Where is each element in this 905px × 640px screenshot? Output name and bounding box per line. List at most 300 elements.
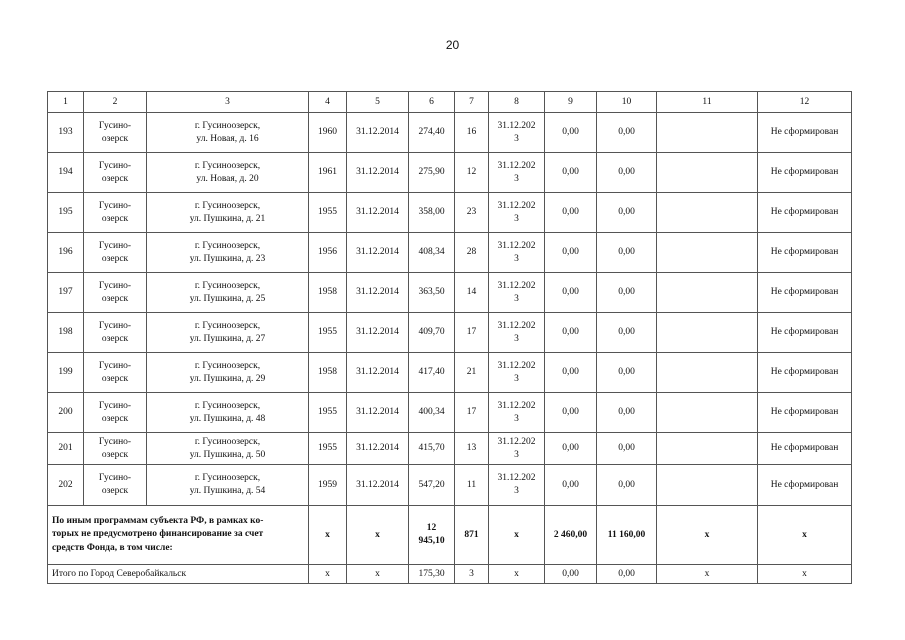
planned-date [489, 433, 545, 465]
value-10 [597, 113, 657, 153]
address-text: г. Гусиноозерск, [194, 360, 261, 371]
column-number: 6 [409, 92, 455, 113]
planned-date [489, 193, 545, 233]
subtotal-col-4 [309, 565, 347, 584]
value-11 [657, 465, 758, 506]
address-text: ул. Пушкина, д. 27 [189, 333, 266, 344]
column-number: 12 [758, 92, 852, 113]
address-text: г. Гусиноозерск, [194, 436, 261, 447]
area [409, 393, 455, 433]
area-text: 358,00 [418, 207, 445, 218]
area [409, 433, 455, 465]
value-10-text: 0,00 [618, 127, 635, 138]
address-text: г. Гусиноозерск, [194, 320, 261, 331]
subtotal-col-4-text: x [325, 568, 330, 579]
municipality-text: Гусино- [98, 400, 132, 411]
year-built-text: 1955 [318, 327, 337, 338]
recognition-date-text: 31.12.2014 [356, 479, 399, 490]
total-value-10 [597, 506, 657, 565]
value-9-text: 0,00 [562, 247, 579, 258]
status-text: Не сформирован [770, 443, 839, 454]
subtotal-value-9 [545, 565, 597, 584]
column-number: 4 [309, 92, 347, 113]
planned-date [489, 353, 545, 393]
year-built-text: 1955 [318, 207, 337, 218]
area-text: 400,34 [418, 407, 445, 418]
value-10 [597, 193, 657, 233]
year-built [309, 153, 347, 193]
planned-date-text: 3 [514, 333, 519, 344]
address-text: г. Гусиноозерск, [194, 400, 261, 411]
value-9 [545, 465, 597, 506]
table-row [48, 313, 852, 353]
table-row [48, 393, 852, 433]
address-text: ул. Пушкина, д. 21 [189, 213, 266, 224]
row-number [48, 433, 84, 465]
year-built [309, 353, 347, 393]
year-built [309, 433, 347, 465]
value-9-text: 0,00 [562, 287, 579, 298]
area-text: 547,20 [418, 479, 445, 490]
residents [455, 393, 489, 433]
residents-text: 12 [466, 167, 477, 178]
recognition-date [347, 193, 409, 233]
residents-text: 11 [466, 479, 477, 490]
value-9-text: 0,00 [562, 327, 579, 338]
column-number: 3 [147, 92, 309, 113]
address-text: ул. Пушкина, д. 50 [189, 449, 266, 460]
recognition-date-text: 31.12.2014 [356, 367, 399, 378]
area [409, 193, 455, 233]
value-10-text: 0,00 [618, 207, 635, 218]
column-number: 8 [489, 92, 545, 113]
residents [455, 313, 489, 353]
residents [455, 433, 489, 465]
address-text: ул. Новая, д. 20 [196, 173, 259, 184]
value-11 [657, 113, 758, 153]
recognition-date [347, 465, 409, 506]
area-text: 274,40 [418, 127, 445, 138]
total-label [48, 506, 309, 565]
address-text: г. Гусиноозерск, [194, 280, 261, 291]
residents-text: 23 [466, 207, 477, 218]
table-row [48, 465, 852, 506]
total-residents [455, 506, 489, 565]
planned-date-text: 3 [514, 133, 519, 144]
row-number [48, 313, 84, 353]
value-10 [597, 273, 657, 313]
value-9-text: 0,00 [562, 367, 579, 378]
total-residents-text: 871 [464, 529, 479, 540]
value-11 [657, 393, 758, 433]
planned-date-text: 31.12.202 [497, 320, 536, 331]
recognition-date-text: 31.12.2014 [356, 407, 399, 418]
value-10 [597, 465, 657, 506]
residents-text: 21 [466, 367, 477, 378]
planned-date-text: 31.12.202 [497, 360, 536, 371]
table-body [48, 92, 852, 584]
value-11 [657, 153, 758, 193]
municipality [84, 313, 147, 353]
value-9-text: 0,00 [562, 479, 579, 490]
area [409, 113, 455, 153]
year-built [309, 273, 347, 313]
year-built [309, 393, 347, 433]
area [409, 233, 455, 273]
total-col-11-text: x [704, 529, 710, 540]
row-number-text: 201 [58, 443, 73, 454]
value-10 [597, 233, 657, 273]
municipality-text: Гусино- [98, 120, 132, 131]
area-text: 409,70 [418, 327, 445, 338]
row-number [48, 113, 84, 153]
municipality [84, 193, 147, 233]
value-11 [657, 233, 758, 273]
total-col-5 [347, 506, 409, 565]
planned-date-text: 3 [514, 413, 519, 424]
planned-date-text: 31.12.202 [497, 200, 536, 211]
subtotal-residents-text: 3 [469, 568, 474, 579]
planned-date-text: 3 [514, 293, 519, 304]
municipality-text: Гусино- [98, 160, 132, 171]
subtotal-col-8-text: x [514, 568, 519, 579]
status [758, 393, 852, 433]
value-9-text: 0,00 [562, 167, 579, 178]
planned-date-text: 31.12.202 [497, 400, 536, 411]
planned-date-text: 3 [514, 373, 519, 384]
value-10-text: 0,00 [618, 287, 635, 298]
year-built [309, 465, 347, 506]
total-area-text: 945,10 [418, 536, 445, 546]
address-text: ул. Пушкина, д. 25 [189, 293, 266, 304]
address-text: ул. Пушкина, д. 48 [189, 413, 266, 424]
value-9-text: 0,00 [562, 207, 579, 218]
address [147, 273, 309, 313]
value-10-text: 0,00 [618, 167, 635, 178]
recognition-date-text: 31.12.2014 [356, 443, 399, 454]
status-text: Не сформирован [770, 367, 839, 378]
municipality-text: озерск [101, 486, 129, 496]
year-built [309, 113, 347, 153]
area-text: 408,34 [418, 247, 445, 258]
recognition-date [347, 153, 409, 193]
value-9 [545, 393, 597, 433]
column-number: 11 [657, 92, 758, 113]
row-number-text: 193 [58, 127, 73, 138]
column-number: 10 [597, 92, 657, 113]
value-9 [545, 153, 597, 193]
municipality [84, 153, 147, 193]
subtotal-value-9-text: 0,00 [562, 568, 579, 579]
recognition-date [347, 233, 409, 273]
planned-date-text: 3 [514, 173, 519, 184]
residents-text: 17 [466, 327, 477, 338]
value-11 [657, 433, 758, 465]
value-10 [597, 153, 657, 193]
total-value-10-text: 11 160,00 [607, 529, 646, 540]
address-text: г. Гусиноозерск, [194, 120, 261, 131]
row-number-text: 197 [58, 287, 73, 298]
address [147, 193, 309, 233]
subtotal-col-11 [657, 565, 758, 584]
value-9 [545, 353, 597, 393]
residents-text: 16 [466, 127, 477, 138]
planned-date [489, 233, 545, 273]
address-text: ул. Новая, д. 16 [196, 133, 259, 144]
subtotal-col-11-text: x [704, 568, 710, 579]
address [147, 393, 309, 433]
value-10-text: 0,00 [618, 327, 635, 338]
residents-text: 28 [466, 247, 477, 258]
municipality [84, 233, 147, 273]
municipality [84, 353, 147, 393]
total-col-4-text: x [325, 529, 330, 540]
planned-date [489, 313, 545, 353]
value-9-text: 0,00 [562, 443, 579, 454]
year-built-text: 1960 [318, 127, 337, 138]
value-10 [597, 313, 657, 353]
row-number [48, 393, 84, 433]
subtotal-residents [455, 565, 489, 584]
area [409, 273, 455, 313]
year-built-text: 1958 [318, 287, 337, 298]
planned-date-text: 3 [514, 213, 519, 224]
municipality-text: Гусино- [98, 360, 132, 371]
recognition-date [347, 393, 409, 433]
row-number-text: 202 [58, 479, 73, 490]
row-number [48, 233, 84, 273]
status [758, 273, 852, 313]
value-10 [597, 353, 657, 393]
status [758, 353, 852, 393]
subtotal-col-12-text: x [802, 568, 807, 579]
total-label-text: средств Фонда, в том числе: [52, 542, 173, 553]
planned-date-text: 3 [514, 486, 519, 496]
residents [455, 465, 489, 506]
status-text: Не сформирован [770, 327, 839, 338]
column-number: 2 [84, 92, 147, 113]
municipality-text: озерск [101, 213, 129, 224]
municipality [84, 273, 147, 313]
row-number-text: 194 [58, 167, 73, 178]
planned-date-text: 31.12.202 [497, 436, 536, 447]
table-row [48, 433, 852, 465]
status [758, 313, 852, 353]
year-built-text: 1961 [318, 167, 337, 178]
area [409, 313, 455, 353]
total-col-8-text: x [514, 529, 519, 540]
row-number [48, 353, 84, 393]
value-10-text: 0,00 [618, 479, 635, 490]
total-row [48, 506, 852, 565]
subtotal-area [409, 565, 455, 584]
status [758, 193, 852, 233]
area [409, 465, 455, 506]
value-9 [545, 273, 597, 313]
row-number [48, 193, 84, 233]
status-text: Не сформирован [770, 407, 839, 418]
column-number-row [48, 92, 852, 113]
municipality-text: озерск [101, 133, 129, 144]
status [758, 233, 852, 273]
total-value-9-text: 2 460,00 [553, 529, 588, 540]
value-10 [597, 393, 657, 433]
value-9-text: 0,00 [562, 407, 579, 418]
year-built-text: 1958 [318, 367, 337, 378]
recognition-date [347, 313, 409, 353]
planned-date [489, 273, 545, 313]
planned-date-text: 31.12.202 [497, 240, 536, 251]
area [409, 153, 455, 193]
value-9-text: 0,00 [562, 127, 579, 138]
planned-date [489, 153, 545, 193]
recognition-date-text: 31.12.2014 [356, 287, 399, 298]
address-text: г. Гусиноозерск, [194, 200, 261, 211]
recognition-date [347, 273, 409, 313]
planned-date-text: 31.12.202 [497, 473, 536, 484]
address [147, 353, 309, 393]
municipality-text: озерск [101, 373, 129, 384]
address [147, 433, 309, 465]
total-col-12-text: x [802, 529, 807, 540]
residents [455, 353, 489, 393]
year-built [309, 193, 347, 233]
value-9 [545, 233, 597, 273]
address-text: ул. Пушкина, д. 29 [189, 373, 266, 384]
planned-date [489, 393, 545, 433]
table-row [48, 193, 852, 233]
recognition-date-text: 31.12.2014 [356, 167, 399, 178]
area-text: 363,50 [418, 287, 445, 298]
row-number-text: 199 [58, 367, 73, 378]
table-row [48, 353, 852, 393]
municipality [84, 113, 147, 153]
address-text: г. Гусиноозерск, [194, 473, 261, 484]
total-col-11 [657, 506, 758, 565]
planned-date [489, 465, 545, 506]
municipality-text: озерск [101, 253, 129, 264]
total-area [409, 506, 455, 565]
residents [455, 113, 489, 153]
status-text: Не сформирован [770, 127, 839, 138]
subtotal-col-5 [347, 565, 409, 584]
status-text: Не сформирован [770, 167, 839, 178]
total-col-4 [309, 506, 347, 565]
total-col-8 [489, 506, 545, 565]
status [758, 153, 852, 193]
municipality [84, 465, 147, 506]
subtotal-col-5-text: x [375, 568, 380, 579]
value-11 [657, 273, 758, 313]
recognition-date [347, 433, 409, 465]
total-col-5-text: x [375, 529, 380, 540]
residents [455, 233, 489, 273]
address-text: г. Гусиноозерск, [194, 240, 261, 251]
value-10-text: 0,00 [618, 443, 635, 454]
address-text: ул. Пушкина, д. 54 [189, 486, 266, 496]
table-row [48, 233, 852, 273]
total-label-text: торых не предусмотрено финансирование за счет [52, 529, 264, 540]
subtotal-value-10-text: 0,00 [618, 568, 635, 579]
area-text: 275,90 [418, 167, 445, 178]
area-text: 415,70 [418, 443, 445, 454]
municipality-text: Гусино- [98, 240, 132, 251]
planned-date-text: 3 [514, 253, 519, 264]
municipality-text: Гусино- [98, 473, 132, 484]
residents [455, 193, 489, 233]
residents-text: 13 [466, 443, 477, 454]
planned-date-text: 31.12.202 [497, 160, 536, 171]
municipality-text: Гусино- [98, 436, 132, 447]
planned-date-text: 3 [514, 449, 519, 460]
status-text: Не сформирован [770, 247, 839, 258]
recognition-date [347, 353, 409, 393]
column-number: 9 [545, 92, 597, 113]
planned-date-text: 31.12.202 [497, 120, 536, 131]
table-row [48, 273, 852, 313]
year-built-text: 1955 [318, 407, 337, 418]
column-number: 1 [48, 92, 84, 113]
address [147, 465, 309, 506]
status-text: Не сформирован [770, 287, 839, 298]
municipality-text: озерск [101, 333, 129, 344]
municipality-text: Гусино- [98, 200, 132, 211]
recognition-date-text: 31.12.2014 [356, 207, 399, 218]
residents [455, 273, 489, 313]
residents [455, 153, 489, 193]
municipality-text: озерск [101, 293, 129, 304]
recognition-date-text: 31.12.2014 [356, 247, 399, 258]
municipality-text: озерск [101, 449, 129, 460]
row-number [48, 465, 84, 506]
status-text: Не сформирован [770, 479, 839, 490]
address [147, 313, 309, 353]
year-built-text: 1959 [318, 479, 337, 490]
municipality [84, 433, 147, 465]
subtotal-col-12 [758, 565, 852, 584]
status [758, 113, 852, 153]
value-9 [545, 433, 597, 465]
row-number-text: 200 [58, 407, 73, 418]
year-built-text: 1956 [318, 247, 337, 258]
municipality-text: озерск [101, 173, 129, 184]
total-label-text: По иным программам субъекта РФ, в рамках ко- [52, 516, 264, 527]
municipality-text: Гусино- [98, 320, 132, 331]
address [147, 113, 309, 153]
housing-registry-table [47, 91, 852, 584]
recognition-date-text: 31.12.2014 [356, 127, 399, 138]
year-built [309, 233, 347, 273]
residents-text: 14 [466, 287, 477, 298]
table-row [48, 113, 852, 153]
value-10-text: 0,00 [618, 407, 635, 418]
area [409, 353, 455, 393]
residents-text: 17 [466, 407, 477, 418]
status [758, 465, 852, 506]
subtotal-area-text: 175,30 [418, 568, 445, 579]
status-text: Не сформирован [770, 207, 839, 218]
value-9 [545, 113, 597, 153]
subtotal-label-text: Итого по Город Северобайкальск [52, 568, 187, 579]
total-value-9 [545, 506, 597, 565]
year-built-text: 1955 [318, 443, 337, 454]
row-number-text: 195 [58, 207, 73, 218]
address-text: ул. Пушкина, д. 23 [189, 253, 266, 264]
address [147, 233, 309, 273]
municipality-text: Гусино- [98, 280, 132, 291]
value-9 [545, 313, 597, 353]
row-number [48, 273, 84, 313]
